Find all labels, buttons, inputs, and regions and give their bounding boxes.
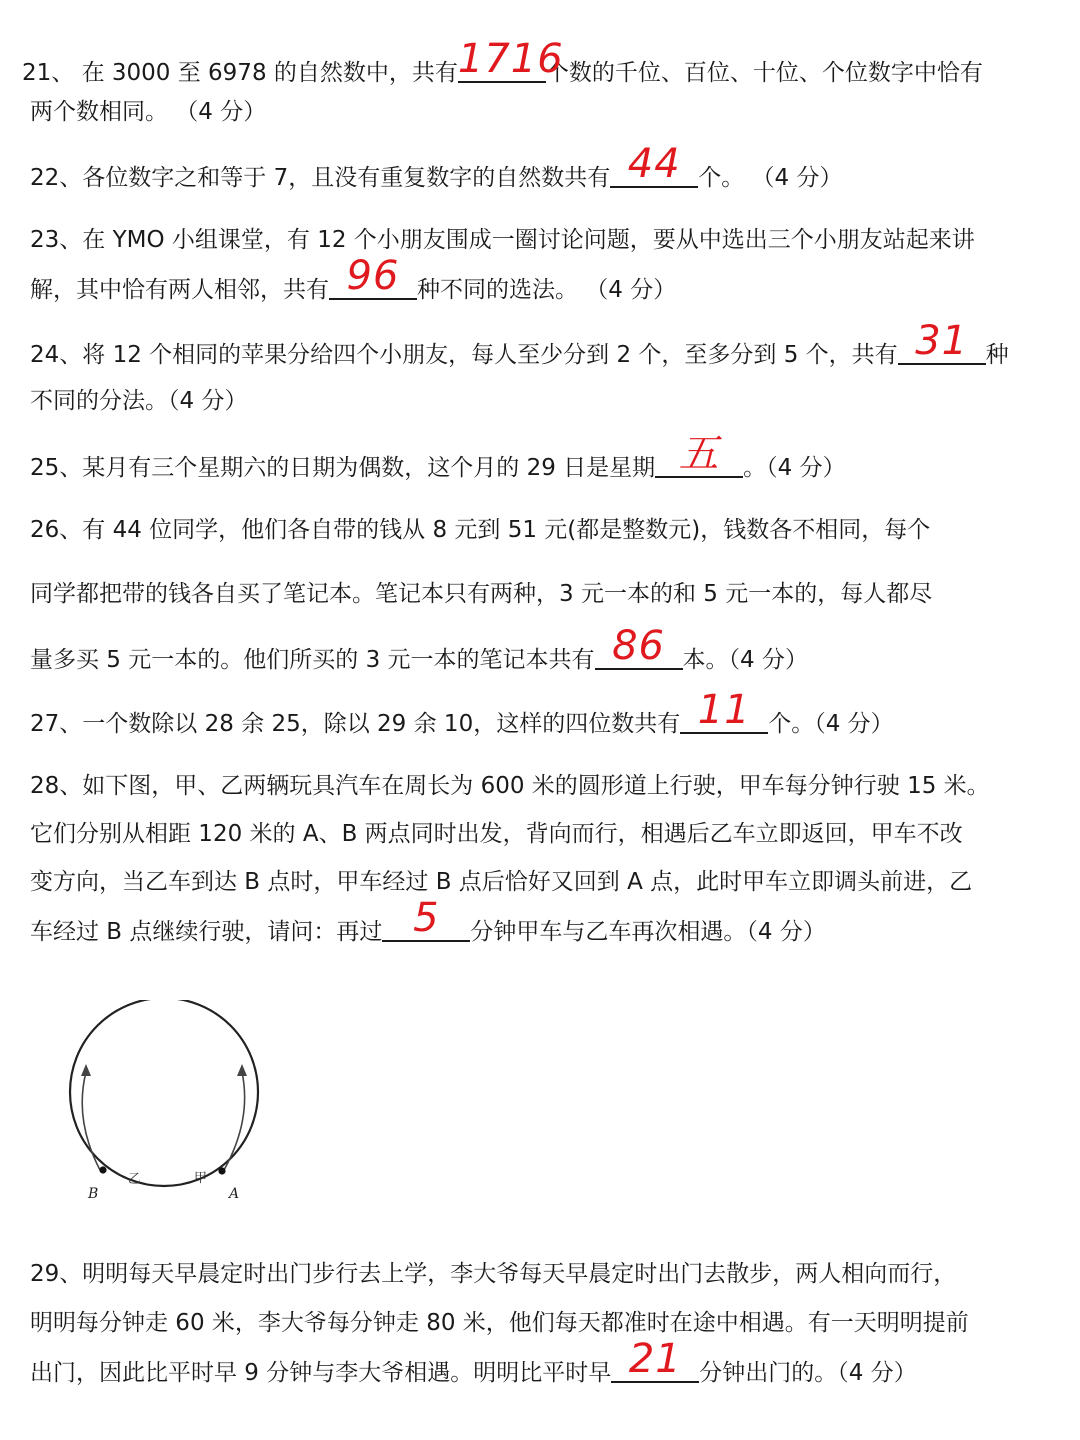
handwritten-answer: 86 — [612, 623, 665, 669]
question-text-after: 分钟甲车与乙车再次相遇。（4 分） — [470, 919, 826, 945]
question-text: 21、 在 3000 至 6978 的自然数中，共有 — [22, 60, 458, 86]
answer-blank[interactable] — [680, 687, 768, 734]
question-27-line-1 — [30, 687, 1052, 740]
question-text: 22、各位数字之和等于 7，且没有重复数字的自然数共有 — [30, 165, 611, 191]
circular-track-diagram — [56, 1000, 276, 1210]
label-a: A — [229, 1186, 240, 1202]
question-24-line-2 — [30, 385, 1052, 417]
answer-blank[interactable] — [595, 623, 683, 670]
question-text: 解，其中恰有两人相邻，共有 — [30, 277, 329, 303]
question-26-line-1 — [30, 514, 1052, 546]
question-text: 29、明明每天早晨定时出门步行去上学，李大爷每天早晨定时出门去散步，两人相向而行， — [30, 1261, 957, 1287]
arrowhead-right — [237, 1064, 247, 1076]
label-b: B — [88, 1186, 99, 1202]
question-text: 两个数相同。 （4 分） — [30, 99, 267, 125]
question-26-line-2 — [30, 578, 1052, 610]
handwritten-answer: 11 — [697, 687, 751, 733]
label-yi: 乙 — [128, 1172, 142, 1187]
point-b — [99, 1166, 106, 1173]
question-21-line-1 — [22, 36, 1052, 89]
question-24-line-1 — [30, 318, 1052, 371]
question-28-line-2 — [30, 818, 1052, 850]
answer-blank[interactable] — [382, 895, 470, 942]
point-a — [218, 1167, 225, 1174]
question-text: 它们分别从相距 120 米的 A、B 两点同时出发，背向而行，相遇后乙车立即返回，甲车不改 — [30, 821, 963, 847]
question-28-line-3 — [30, 866, 1052, 898]
question-text: 明明每分钟走 60 米，李大爷每分钟走 80 米，他们每天都准时在途中相遇。有一天明明提前 — [30, 1310, 969, 1336]
handwritten-answer: 44 — [627, 141, 681, 187]
question-text-after: 种不同的选法。 （4 分） — [417, 277, 677, 303]
question-text-after: 分钟出门的。（4 分） — [699, 1360, 917, 1386]
answer-blank[interactable] — [898, 318, 986, 365]
question-text-after: 个。（4 分） — [768, 711, 894, 737]
question-text: 同学都把带的钱各自买了笔记本。笔记本只有两种，3 元一本的和 5 元一本的，每人都尽 — [30, 581, 933, 607]
question-text: 28、如下图，甲、乙两辆玩具汽车在周长为 600 米的圆形道上行驶，甲车每分钟行驶 15 米。 — [30, 773, 990, 799]
question-29-line-3 — [30, 1336, 1052, 1389]
question-text-after: 个数的千位、百位、十位、个位数字中恰有 — [545, 60, 983, 86]
handwritten-answer: 21 — [628, 1336, 682, 1382]
question-28-line-4 — [30, 895, 1052, 948]
question-text-after: 。（4 分） — [743, 455, 846, 481]
handwritten-answer: 5 — [413, 895, 440, 941]
question-text: 23、在 YMO 小组课堂，有 12 个小朋友围成一圈讨论问题，要从中选出三个小朋友站起来讲 — [30, 227, 975, 253]
question-text: 26、有 44 位同学，他们各自带的钱从 8 元到 51 元(都是整数元)，钱数各不相同，每个 — [30, 517, 931, 543]
question-25-line-1 — [30, 431, 1052, 484]
question-text: 出门，因此比平时早 9 分钟与李大爷相遇。明明比平时早 — [30, 1360, 612, 1386]
answer-blank[interactable] — [457, 36, 564, 83]
question-23-line-1 — [30, 224, 1052, 256]
question-text-after: 个。 （4 分） — [698, 165, 843, 191]
handwritten-answer: 五 — [678, 431, 720, 477]
question-text: 25、某月有三个星期六的日期为偶数，这个月的 29 日是星期 — [30, 455, 656, 481]
arrowhead-left — [81, 1064, 91, 1076]
question-text: 变方向，当乙车到达 B 点时，甲车经过 B 点后恰好又回到 A 点，此时甲车立即调头前进，乙 — [30, 869, 973, 895]
question-text: 量多买 5 元一本的。他们所买的 3 元一本的笔记本共有 — [30, 647, 595, 673]
handwritten-answer: 1716 — [457, 36, 564, 82]
question-23-line-2 — [30, 253, 1052, 306]
question-22-line-1 — [30, 141, 1052, 194]
question-text: 不同的分法。（4 分） — [30, 388, 248, 414]
question-21-line-2 — [30, 96, 1052, 128]
question-29-line-2 — [30, 1307, 1052, 1339]
question-text: 车经过 B 点继续行驶，请问：再过 — [30, 919, 383, 945]
question-text: 27、一个数除以 28 余 25，除以 29 余 10，这样的四位数共有 — [30, 711, 681, 737]
question-28-line-1 — [30, 770, 1052, 802]
question-26-line-3 — [30, 623, 1052, 676]
answer-blank[interactable] — [329, 253, 417, 300]
question-text-after: 本。（4 分） — [682, 647, 808, 673]
question-text: 24、将 12 个相同的苹果分给四个小朋友，每人至少分到 2 个，至多分到 5 个，共有 — [30, 342, 898, 368]
answer-blank[interactable] — [655, 431, 743, 478]
yi-direction-arrow — [82, 1072, 100, 1170]
answer-blank[interactable] — [610, 141, 698, 188]
answer-blank[interactable] — [611, 1336, 699, 1383]
label-jia: 甲 — [194, 1171, 208, 1186]
handwritten-answer: 96 — [346, 253, 400, 299]
handwritten-answer: 31 — [915, 318, 969, 364]
question-text-after: 种 — [985, 342, 1009, 368]
question-29-line-1 — [30, 1258, 1052, 1290]
